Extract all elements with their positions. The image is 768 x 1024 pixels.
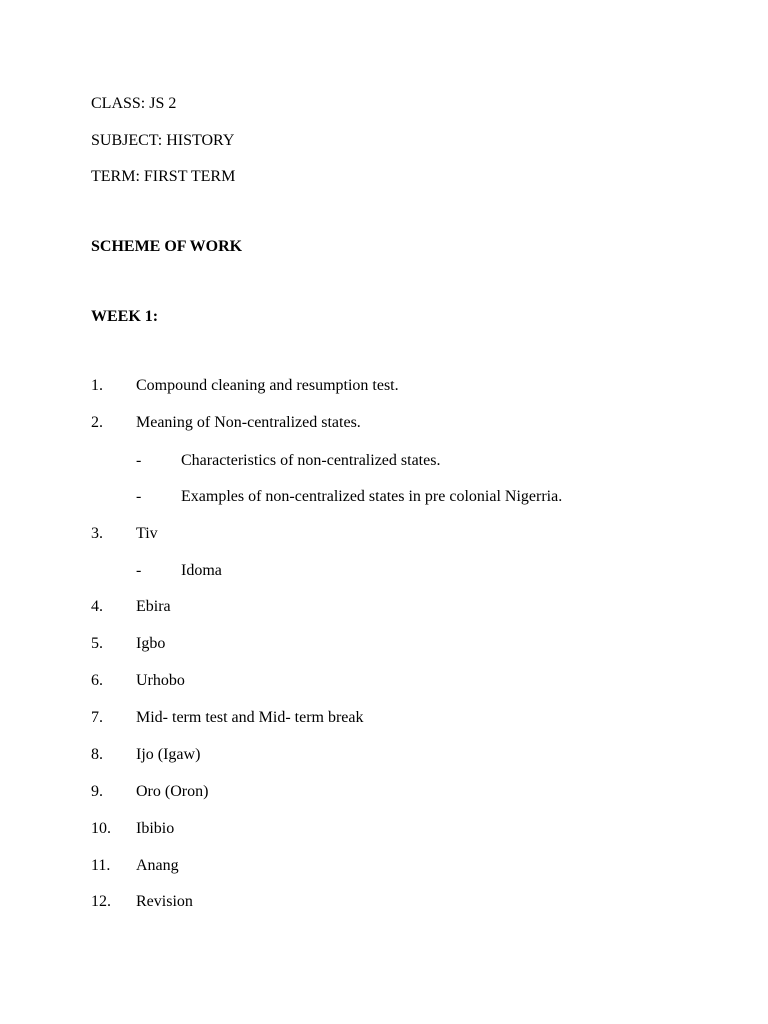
document-title: SCHEME OF WORK xyxy=(91,238,243,255)
list-item-text: Ijo (Igaw) xyxy=(136,746,201,763)
list-item-number: 6. xyxy=(91,672,103,689)
list-item-number: 12. xyxy=(91,893,111,910)
list-item-text: Mid- term test and Mid- term break xyxy=(136,709,364,726)
list-item-text: Meaning of Non-centralized states. xyxy=(136,414,361,431)
list-item-number: 7. xyxy=(91,709,103,726)
list-item-number: 9. xyxy=(91,783,103,800)
list-item-number: 3. xyxy=(91,525,103,542)
list-item-number: 2. xyxy=(91,414,103,431)
sub-list-item-dash: - xyxy=(136,452,142,469)
list-item-number: 11. xyxy=(91,857,111,874)
sub-list-item-text: Idoma xyxy=(181,562,222,579)
sub-list-item-dash: - xyxy=(136,488,142,505)
sub-list-item-dash: - xyxy=(136,562,142,579)
list-item-text: Oro (Oron) xyxy=(136,783,209,800)
sub-list-item-text: Characteristics of non-centralized states. xyxy=(181,452,441,469)
sub-list-item-text: Examples of non-centralized states in pre colonial Nigerria. xyxy=(181,488,563,505)
list-item-text: Compound cleaning and resumption test. xyxy=(136,377,399,394)
list-item-text: Tiv xyxy=(136,525,158,542)
list-item-number: 5. xyxy=(91,635,103,652)
list-item-text: Anang xyxy=(136,857,179,874)
week-heading: WEEK 1: xyxy=(91,308,159,325)
list-item-number: 4. xyxy=(91,598,103,615)
list-item-number: 8. xyxy=(91,746,103,763)
list-item-text: Ibibio xyxy=(136,820,175,837)
list-item-text: Igbo xyxy=(136,635,166,652)
list-item-number: 10. xyxy=(91,820,111,837)
subject-line: SUBJECT: HISTORY xyxy=(91,132,235,149)
list-item-number: 1. xyxy=(91,377,103,394)
list-item-text: Ebira xyxy=(136,598,171,615)
term-line: TERM: FIRST TERM xyxy=(91,168,236,185)
class-line: CLASS: JS 2 xyxy=(91,95,177,112)
list-item-text: Revision xyxy=(136,893,193,910)
list-item-text: Urhobo xyxy=(136,672,185,689)
